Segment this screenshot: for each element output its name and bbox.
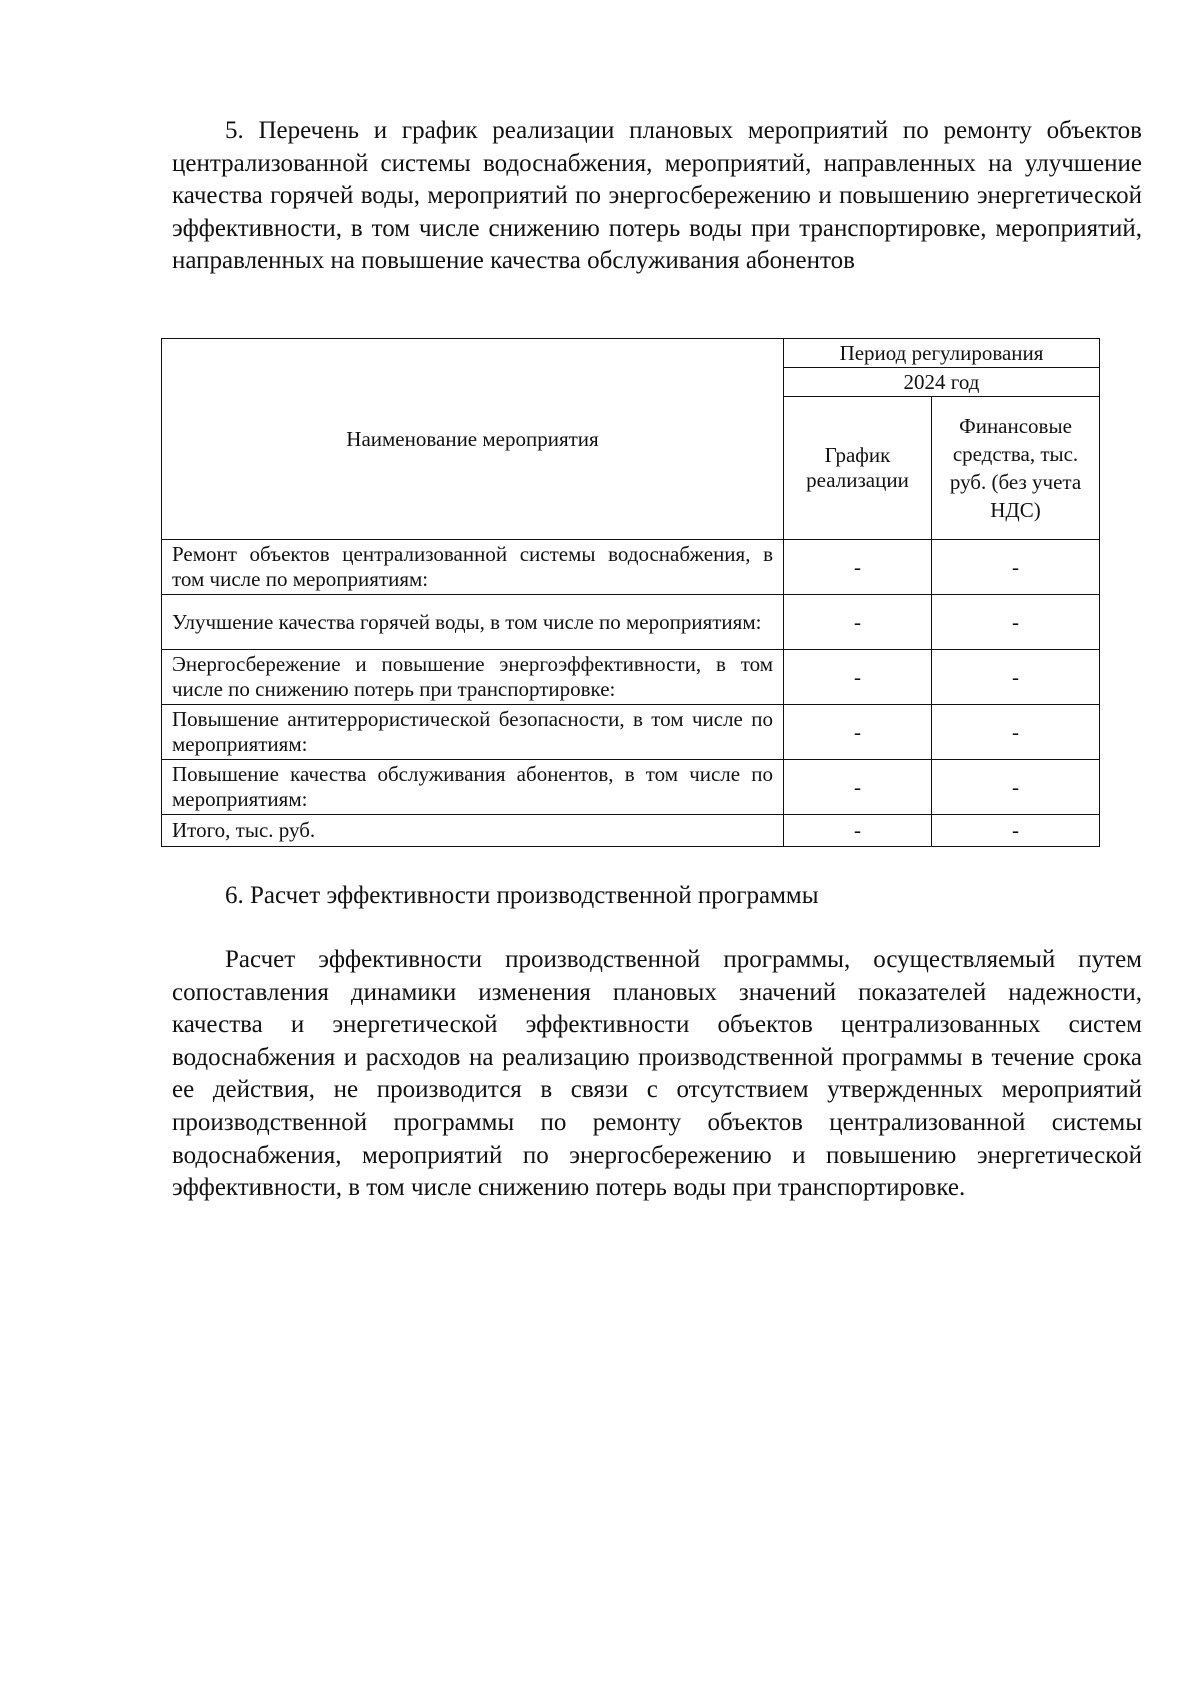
row-finance-value: - xyxy=(932,540,1100,595)
measures-table xyxy=(161,338,1100,847)
total-finance-value: - xyxy=(932,815,1100,847)
header-regulation-period: Период регулирования xyxy=(784,339,1100,368)
row-schedule-value: - xyxy=(784,650,932,705)
table-row xyxy=(162,650,1100,705)
row-measure-name: Улучшение качества горячей воды, в том числе по мероприятиям: xyxy=(162,595,784,650)
section-5-heading: 5. Перечень и график реализации плановых мероприятий по ремонту объектов централизованной системы водоснабжения, мероприятий, направленных на улучшение качества горячей воды, мероприятий по энергосбережению и повышению энергетической эффективности, в том числе снижению потерь воды при транспортировке, мероприятий, направленных на повышение качества обслуживания абонентов xyxy=(172,117,1142,275)
header-year: 2024 год xyxy=(784,368,1100,397)
table-row xyxy=(162,595,1100,650)
header-measure-name: Наименование мероприятия xyxy=(162,339,784,540)
total-schedule-value: - xyxy=(784,815,932,847)
total-label: Итого, тыс. руб. xyxy=(162,815,784,847)
header-finance: Финансовые средства, тыс. руб. (без учета НДС) xyxy=(932,397,1100,540)
row-schedule-value: - xyxy=(784,540,932,595)
row-measure-name: Повышение качества обслуживания абонентов, в том числе по мероприятиям: xyxy=(162,760,784,815)
section-6-paragraph: Расчет эффективности производственной программы, осуществляемый путем сопоставления динамики изменения плановых значений показателей надежности, качества и энергетической эффективности объектов централизованных систем водоснабжения и расходов на реализацию производственной программы в течение срока ее действия, не производится в связи с отсутствием утвержденных мероприятий производственной программы по ремонту объектов централизованной системы водоснабжения, мероприятий по энергосбережению и повышению энергетической эффективности, в том числе снижению потерь воды при транспортировке. xyxy=(172,946,1142,1202)
row-schedule-value: - xyxy=(784,595,932,650)
row-finance-value: - xyxy=(932,650,1100,705)
row-schedule-value: - xyxy=(784,760,932,815)
row-finance-value: - xyxy=(932,595,1100,650)
table-row xyxy=(162,540,1100,595)
table-row xyxy=(162,760,1100,815)
row-finance-value: - xyxy=(932,705,1100,760)
row-finance-value: - xyxy=(932,760,1100,815)
table-total-row xyxy=(162,815,1100,847)
table-row xyxy=(162,705,1100,760)
section-6-heading: 6. Расчет эффективности производственной программы xyxy=(225,882,819,909)
header-schedule: График реализации xyxy=(784,397,932,540)
row-measure-name: Энергосбережение и повышение энергоэффективности, в том числе по снижению потерь при транспортировке: xyxy=(162,650,784,705)
row-measure-name: Повышение антитеррористической безопасности, в том числе по мероприятиям: xyxy=(162,705,784,760)
row-measure-name: Ремонт объектов централизованной системы водоснабжения, в том числе по мероприятиям: xyxy=(162,540,784,595)
row-schedule-value: - xyxy=(784,705,932,760)
